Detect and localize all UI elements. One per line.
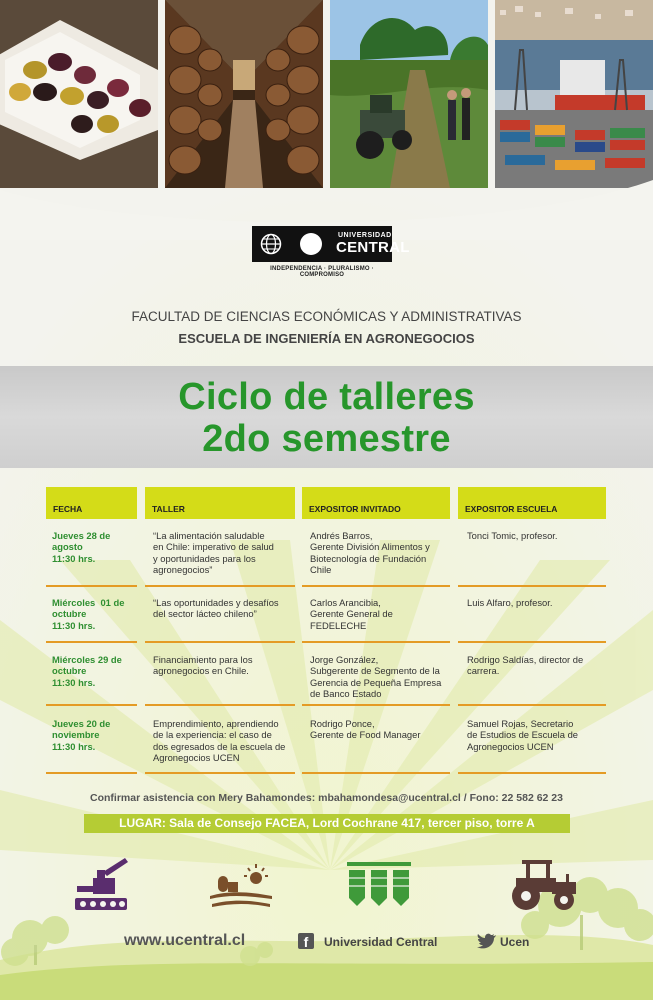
cell-line: Biotecnología de Fundación	[310, 552, 427, 564]
tractor-icon	[508, 856, 580, 912]
row-separator	[458, 772, 606, 774]
cell-line: agronegocios”	[153, 563, 213, 575]
logo-tagline: INDEPENDENCIA · PLURALISMO · COMPROMISO	[270, 266, 374, 278]
row-separator	[458, 585, 606, 587]
header-taller	[145, 487, 295, 519]
row-separator	[302, 585, 450, 587]
cell-line: Gerencia de Pequeña Empresa	[310, 676, 442, 688]
title-line-2: 2do semestre	[202, 418, 451, 460]
header-expositor-invitado	[302, 487, 450, 519]
rsvp-contact: Confirmar asistencia con Mery Bahamondes: mbahamondesa@ucentral.cl / Fono: 22 582 62 23	[90, 792, 563, 804]
row-separator	[302, 641, 450, 643]
cell-line: octubre	[52, 608, 87, 620]
row-separator	[46, 641, 137, 643]
row-4-date	[52, 718, 110, 752]
cell-line: Miércoles 01 de	[52, 597, 125, 608]
cell-line: 11:30 hrs.	[52, 740, 96, 752]
cell-line: “Las oportunidades y desafíos	[153, 597, 279, 608]
cell-line: de la experiencia: el caso de	[153, 729, 272, 741]
row-3-invitado	[310, 654, 441, 699]
row-separator	[145, 704, 295, 706]
cell-line: dos egresados de la escuela de	[153, 740, 286, 752]
school-name: ESCUELA DE INGENIERÍA EN AGRONEGOCIOS	[178, 331, 475, 346]
cell-line: Gerente División Alimentos y	[310, 541, 430, 553]
row-1-invitado	[310, 530, 430, 575]
row-2-date	[52, 597, 124, 631]
row-separator	[46, 772, 137, 774]
cell-line: 11:30 hrs.	[52, 552, 96, 564]
cell-line: Samuel Rojas, Secretario	[467, 718, 574, 729]
cell-line: Carlos Arancibia,	[310, 597, 381, 608]
cell-line: Agronegocios UCEN	[153, 751, 240, 763]
cell-line: noviembre	[52, 729, 100, 741]
row-4-invitado	[310, 718, 421, 741]
row-1-escuela	[467, 530, 558, 541]
row-2-invitado	[310, 597, 393, 631]
cell-line: agronegocios en Chile.	[153, 665, 249, 677]
row-3-date	[52, 654, 122, 688]
row-separator	[145, 585, 295, 587]
row-separator	[46, 704, 137, 706]
logo-circle-icon	[300, 233, 322, 255]
cell-line: de Banco Estado	[310, 687, 382, 699]
header-label: EXPOSITOR ESCUELA	[465, 504, 558, 514]
farm-sunrise-icon	[210, 862, 272, 912]
cell-line: octubre	[52, 665, 87, 677]
cell-line: de Estudios de Escuela de	[467, 729, 579, 741]
header-label: FECHA	[53, 504, 83, 514]
row-4-taller	[153, 718, 285, 763]
cell-line: Gerente General de	[310, 608, 393, 620]
title-line-1: Ciclo de talleres	[178, 376, 475, 418]
cell-line: y oportunidades para los	[153, 552, 256, 564]
row-separator	[145, 641, 295, 643]
row-separator	[458, 641, 606, 643]
cell-line: Gerente de Food Manager	[310, 729, 421, 741]
row-separator	[458, 704, 606, 706]
globe-icon	[260, 233, 282, 255]
row-separator	[46, 585, 137, 587]
row-separator	[302, 772, 450, 774]
row-1-taller	[153, 530, 274, 575]
harvester-icon	[73, 852, 135, 912]
cell-line: 11:30 hrs.	[52, 676, 96, 688]
cell-line: Rodrigo Saldías, director de	[467, 654, 584, 665]
row-separator	[145, 772, 295, 774]
logo-box	[252, 226, 410, 262]
cell-line: Jorge González,	[310, 654, 379, 665]
cell-line: Emprendimiento, aprendiendo	[153, 718, 279, 729]
cell-line: Chile	[310, 563, 332, 575]
row-separator	[302, 704, 450, 706]
cell-line: Jueves 20 de	[52, 718, 111, 729]
cell-line: Tonci Tomic, profesor.	[467, 530, 558, 541]
cell-line: Subgerente de Segmento de la	[310, 665, 440, 677]
header-expositor-escuela	[458, 487, 606, 519]
faculty-name: FACULTAD DE CIENCIAS ECONÓMICAS Y ADMINISTRATIVAS	[131, 309, 522, 324]
university-logo	[252, 226, 410, 278]
row-3-taller	[153, 654, 253, 677]
website-link[interactable]: www.ucentral.cl	[124, 932, 246, 949]
location-banner: LUGAR: Sala de Consejo FACEA, Lord Cochrane 417, tercer piso, torre A	[84, 814, 570, 833]
cell-line: 11:30 hrs.	[52, 619, 96, 631]
cell-line: FEDELECHE	[310, 619, 367, 631]
facebook-icon[interactable]: f	[298, 933, 314, 949]
cell-line: carrera.	[467, 665, 500, 677]
cell-line: en Chile: imperativo de salud	[153, 541, 274, 553]
cell-line: Miércoles 29 de	[52, 654, 122, 665]
row-2-escuela	[467, 597, 552, 608]
logo-text-small: UNIVERSIDAD	[338, 232, 392, 239]
cell-line: Rodrigo Ponce,	[310, 718, 375, 729]
row-4-escuela	[467, 718, 578, 752]
row-2-taller	[153, 597, 279, 620]
grain-silos-icon	[345, 858, 413, 910]
cell-line: del sector lácteo chileno”	[153, 608, 257, 620]
twitter-icon[interactable]	[477, 933, 497, 949]
row-1-date	[52, 530, 110, 564]
cell-line: Andrés Barros,	[310, 530, 373, 541]
cell-line: Jueves 28 de	[52, 530, 111, 541]
cell-line: Luis Alfaro, profesor.	[467, 597, 553, 608]
header-label: EXPOSITOR INVITADO	[309, 504, 401, 514]
header-label: TALLER	[152, 504, 185, 514]
cell-line: agosto	[52, 541, 83, 553]
header-fecha	[46, 487, 137, 519]
row-3-escuela	[467, 654, 583, 677]
twitter-link[interactable]: Ucen	[500, 935, 530, 949]
cell-line: “La alimentación saludable	[153, 530, 265, 541]
facebook-link[interactable]: Universidad Central	[324, 935, 438, 949]
logo-text-large: CENTRAL	[336, 239, 410, 256]
cell-line: Financiamiento para los	[153, 654, 253, 665]
cell-line: Agronegocios UCEN	[467, 740, 554, 752]
